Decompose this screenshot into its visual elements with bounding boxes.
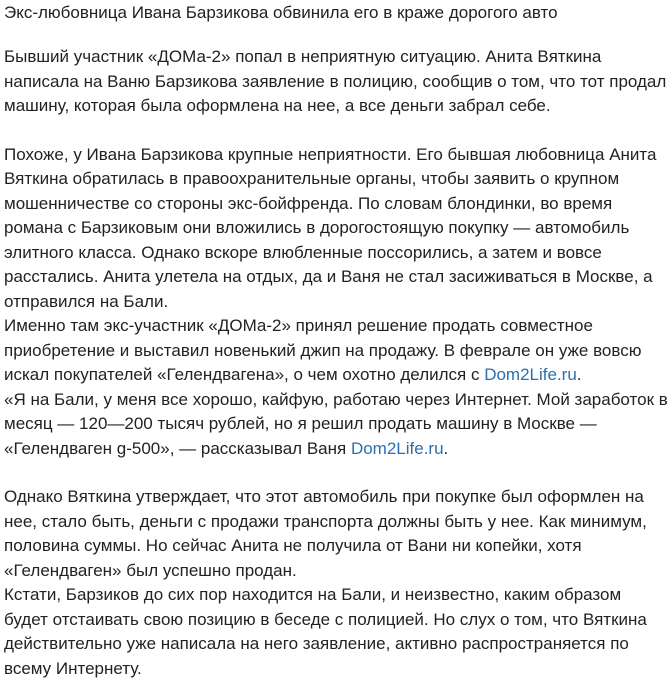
paragraph-2-end: .: [576, 365, 582, 384]
paragraph-spacer: [4, 461, 668, 485]
article: [4, 0, 668, 681]
dom2life-link[interactable]: Dom2Life.ru: [484, 365, 577, 384]
article-lead: Бывший участник «ДОМа-2» попал в неприятную ситуацию. Анита Вяткина написала на Ваню Барзикова заявление в полицию, сообщив о том, что тот продал машину, которая была оформлена на нее, а все деньги забрал себе.: [4, 47, 667, 115]
quote-text: «Я на Бали, у меня все хорошо, кайфую, работаю через Интернет. Мой заработок в месяц — 120—200 тысяч рублей, но я решил продать машину в Москве — «Гелендваген g-500», — рассказывал Ваня: [4, 389, 668, 458]
quote-end: .: [443, 438, 449, 458]
article-paragraph-2: [4, 314, 668, 388]
dom2life-link-quote[interactable]: Dom2Life.ru: [350, 438, 444, 458]
article-paragraph-1: Похоже, у Ивана Барзикова крупные неприятности. Его бывшая любовница Анита Вяткина обратилась в правоохранительные органы, чтобы заявить о крупном мошенничестве со стороны экс-бойфренда. По словам блондинки, во время романа с Барзиковым они вложились в дорогостоящую покупку — автомобиль элитного класса. Однако вскоре влюбленные поссорились, а затем и вовсе расстались. Анита улетела на отдых, да и Ваня не стал засиживаться в Москве, а отправился на Бали.: [4, 144, 657, 311]
article-paragraph-5: Кстати, Барзиков до сих пор находится на Бали, и неизвестно, каким образом будет отстаивать свою позицию в беседе с полицией. Но слух о том, что Вяткина действительно уже написала на него заявление, активно распространяется по всему Интернету.: [4, 585, 647, 678]
article-title: Экс-любовница Ивана Барзикова обвинила его в краже дорогого авто: [4, 3, 558, 22]
paragraph-2-text: Именно там экс-участник «ДОМа-2» принял решение продать совместное приобретение и выставил новенький джип на продажу. В феврале он уже вовсю искал покупателей «Гелендвагена», о чем охотно делился с: [4, 316, 642, 384]
paragraph-spacer: [4, 119, 668, 143]
article-paragraph-4: Однако Вяткина утверждает, что этот автомобиль при покупке был оформлен на нее, стало быть, деньги с продажи транспорта должны быть у нее. Как минимум, половина суммы. Но сейчас Анита не получила от Вани ни копейки, хотя «Гелендваген» был успешно продан.: [4, 487, 647, 580]
article-quote: [4, 388, 668, 462]
